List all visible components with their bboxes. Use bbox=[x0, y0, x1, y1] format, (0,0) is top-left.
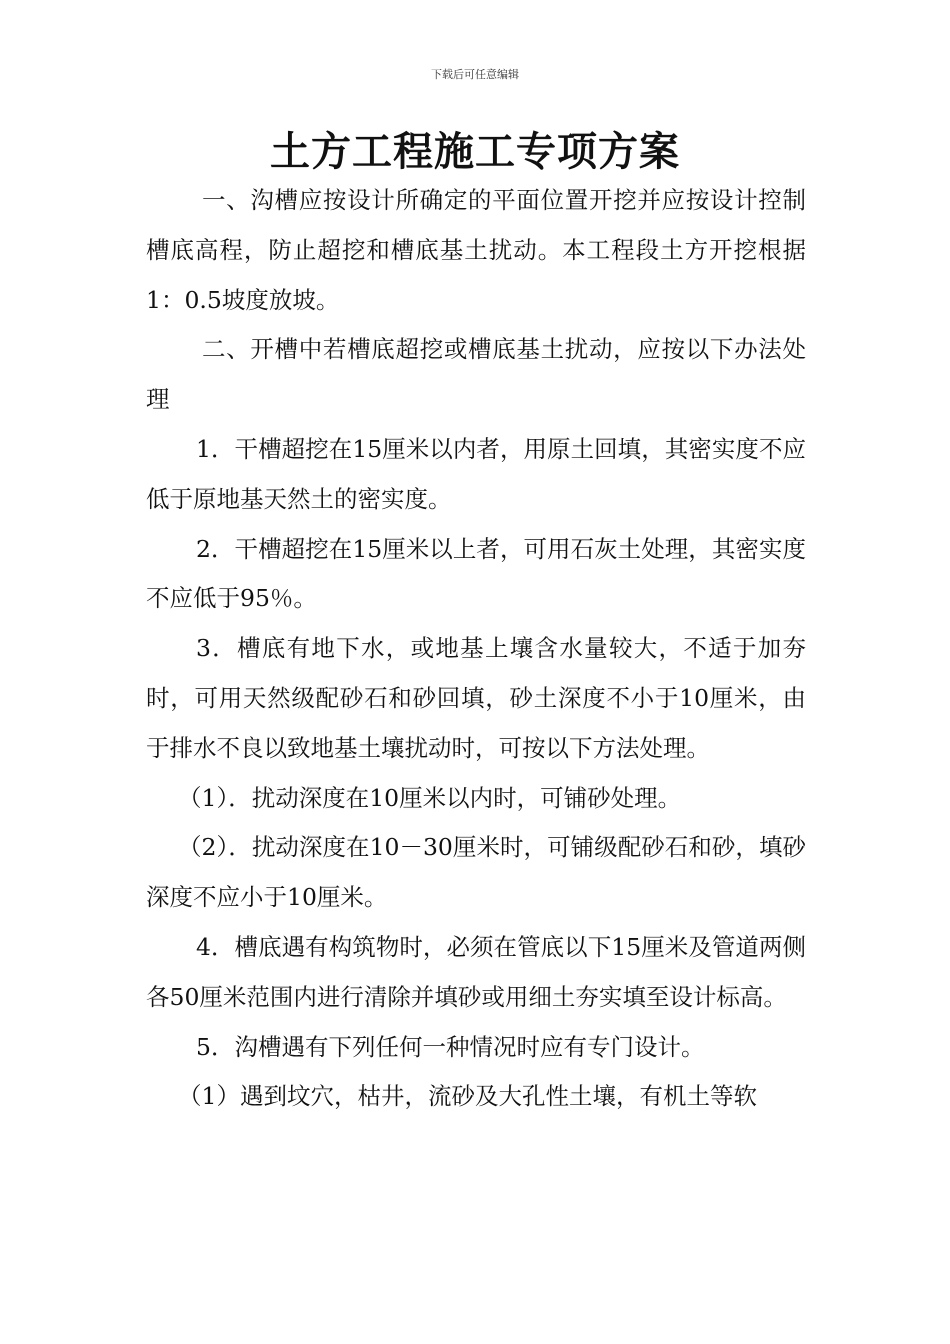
paragraph-subitem-5-1: （1）遇到坟穴，枯井，流砂及大孔性土壤，有机土等软 bbox=[178, 1082, 757, 1111]
paragraph-item-1: 1．干槽超挖在15厘米以内者，用原土回填，其密实度不应低于原地基天然土的密实度。 bbox=[146, 434, 806, 513]
paragraph-section-2: 二、开槽中若槽底超挖或槽底基土扰动，应按以下办法处理 bbox=[146, 335, 806, 414]
paragraph-item-3: 3．槽底有地下水，或地基上壤含水量较大，不适于加夯时，可用天然级配砂石和砂回填，砂土深度不小于10厘米，由于排水不良以致地基土壤扰动时，可按以下方法处理。 bbox=[146, 634, 806, 762]
paragraph-subitem-2: （2）．扰动深度在10－30厘米时，可铺级配砂石和砂，填砂深度不应小于10厘米。 bbox=[146, 833, 806, 912]
paragraph-item-4: 4．槽底遇有构筑物时，必须在管底以下15厘米及管道两侧各50厘米范围内进行清除并填砂或用细土夯实填至设计标高。 bbox=[146, 932, 806, 1011]
paragraph-subitem-1: （1）．扰动深度在10厘米以内时，可铺砂处理。 bbox=[178, 783, 682, 812]
paragraph-section-1: 一、沟槽应按设计所确定的平面位置开挖并应按设计控制槽底高程，防止超挖和槽底基土扰动。本工程段土方开挖根据1：0.5坡度放坡。 bbox=[146, 186, 806, 314]
document-title: 土方工程施工专项方案 bbox=[270, 128, 680, 175]
paragraph-item-5: 5．沟槽遇有下列任何一种情况时应有专门设计。 bbox=[196, 1032, 705, 1061]
paragraph-item-2: 2．干槽超挖在15厘米以上者，可用石灰土处理，其密实度不应低于95％。 bbox=[146, 534, 806, 613]
document-body bbox=[146, 176, 806, 1122]
header-note: 下载后可任意编辑 bbox=[431, 68, 519, 81]
